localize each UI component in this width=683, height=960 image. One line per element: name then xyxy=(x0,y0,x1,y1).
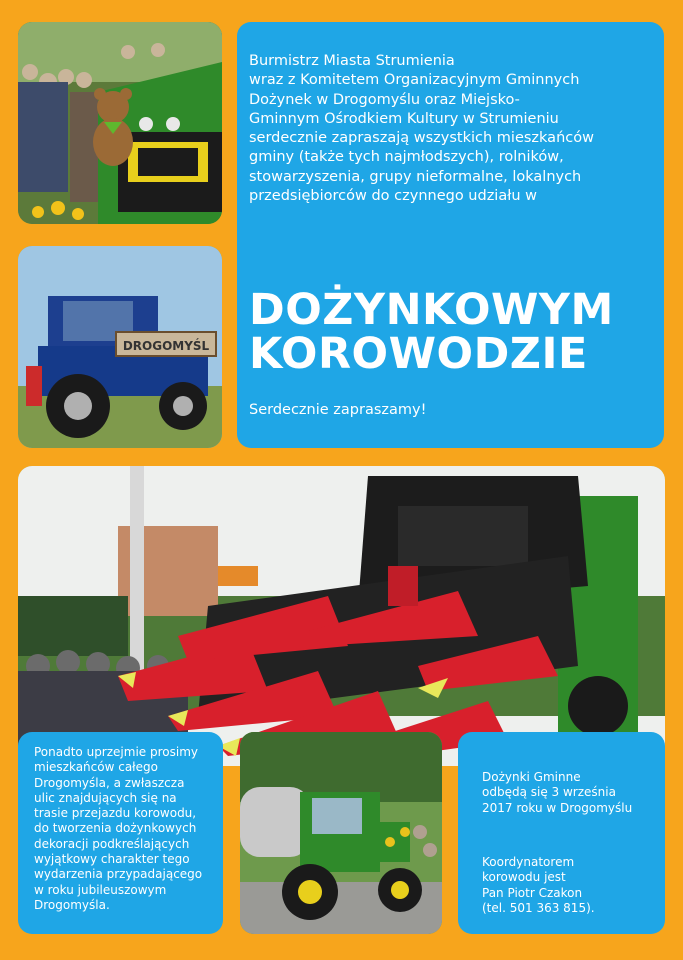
invitation-panel xyxy=(237,22,664,448)
intro-line: Gminnym Ośrodkiem Kultury w Strumieniu xyxy=(249,110,559,127)
request-line: mieszkańców całego xyxy=(34,760,158,775)
event-title xyxy=(249,285,659,379)
intro-line: przedsiębiorców do czynnego udziału w xyxy=(249,188,537,205)
date-line: odbędą się 3 września xyxy=(482,785,616,800)
request-line: ulic znajdujących się na xyxy=(34,790,177,805)
request-line: dekoracji podkreślających xyxy=(34,836,190,851)
coordinator-phone: (tel. 501 363 815). xyxy=(482,900,595,915)
decoration-request-panel xyxy=(18,732,223,934)
intro-line: gminy (także tych najmłodszych), rolników, xyxy=(249,149,564,166)
photo-tractor-teddy xyxy=(18,22,222,224)
request-line: Drogomyśla, a zwłaszcza xyxy=(34,775,185,790)
intro-line: Dożynek w Drogomyślu oraz Miejsko- xyxy=(249,91,520,108)
date-line: Dożynki Gminne xyxy=(482,770,581,784)
invite-text: Serdecznie zapraszamy! xyxy=(249,402,427,418)
photo-blue-tractor xyxy=(18,246,222,448)
coordinator-line: Pan Piotr Czakon xyxy=(482,885,583,900)
invitation-text xyxy=(249,52,649,206)
event-details-panel xyxy=(458,732,665,934)
intro-line: Burmistrz Miasta Strumienia xyxy=(249,53,455,69)
photo-combine-harvester xyxy=(18,466,665,766)
coordinator-line: korowodu jest xyxy=(482,870,566,885)
request-line: trasie przejazdu korowodu, xyxy=(34,806,197,821)
photo-green-tractor-parade xyxy=(240,732,442,934)
request-line: w roku jubileuszowym xyxy=(34,882,167,897)
request-line: Ponadto uprzejmie prosimy xyxy=(34,745,198,759)
request-line: do tworzenia dożynkowych xyxy=(34,821,197,836)
coordinator-line: Koordynatorem xyxy=(482,855,575,869)
request-line: wyjątkowy charakter tego xyxy=(34,852,190,867)
request-line: wydarzenia przypadającego xyxy=(34,867,203,882)
title-line-2: KOROWODZIE xyxy=(249,329,588,379)
intro-line: serdecznie zapraszają wszystkich mieszkańców xyxy=(249,130,594,147)
request-line: Drogomyśla. xyxy=(34,897,110,912)
tractor-sign-text: DROGOMYŚL xyxy=(122,339,210,353)
title-line-1: DOŻYNKOWYM xyxy=(249,285,614,335)
intro-line: wraz z Komitetem Organizacyjnym Gminnych xyxy=(249,72,580,89)
intro-line: stowarzyszenia, grupy nieformalne, lokalnych xyxy=(249,168,582,185)
date-line: 2017 roku w Drogomyślu xyxy=(482,800,633,815)
